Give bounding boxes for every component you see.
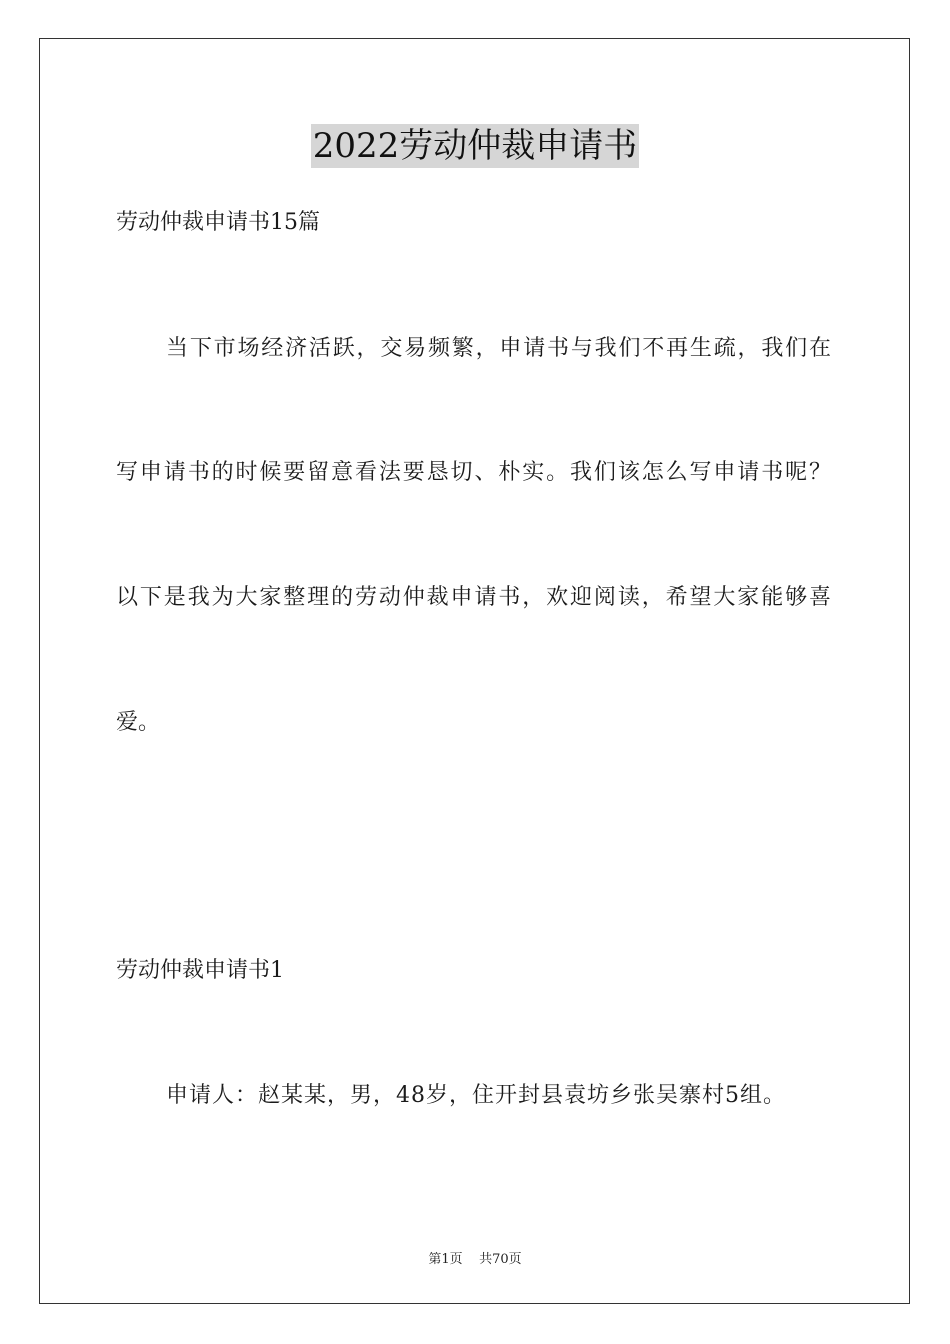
title-container bbox=[0, 124, 950, 168]
intro-line-4: 爱。 bbox=[116, 710, 161, 735]
intro-line-2: 写申请书的时候要留意看法要恳切、朴实。我们该怎么写申请书呢？ bbox=[116, 460, 832, 485]
page-footer: 第1页 共70页 bbox=[428, 1252, 522, 1267]
document-title: 2022劳动仲裁申请书 bbox=[312, 126, 638, 166]
intro-line-3: 以下是我为大家整理的劳动仲裁申请书，欢迎阅读，希望大家能够喜 bbox=[116, 585, 832, 610]
document-subtitle: 劳动仲裁申请书15篇 bbox=[116, 210, 320, 235]
section-heading: 劳动仲裁申请书1 bbox=[116, 958, 284, 983]
applicant-line: 申请人：赵某某，男，48岁，住开封县袁坊乡张吴寨村5组。 bbox=[166, 1083, 786, 1108]
intro-line-1: 当下市场经济活跃，交易频繁，申请书与我们不再生疏，我们在 bbox=[166, 336, 832, 361]
